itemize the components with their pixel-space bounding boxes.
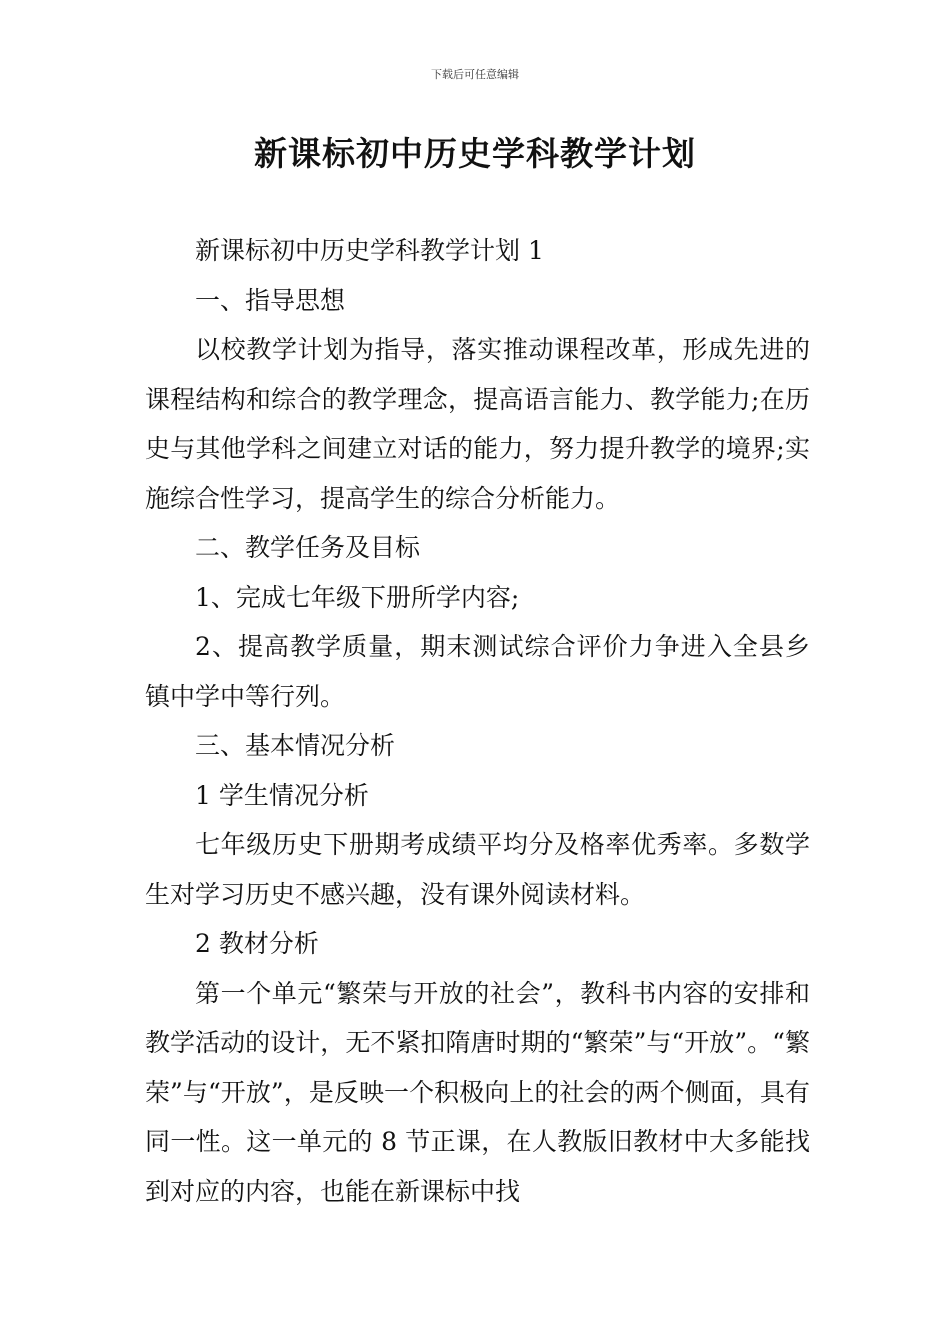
section-heading-tasks-goals: 二、教学任务及目标 (195, 533, 421, 562)
document-title: 新课标初中历史学科教学计划 (254, 134, 696, 173)
subheading-student-analysis: 1 学生情况分析 (195, 780, 369, 810)
document-body (145, 226, 810, 1216)
subheading-textbook-analysis: 2 教材分析 (195, 929, 319, 958)
header-note: 下载后可任意编辑 (431, 68, 519, 81)
paragraph-guiding-thought: 以校教学计划为指导，落实推动课程改革，形成先进的课程结构和综合的教学理念，提高语言能力、教学能力;在历史与其他学科之间建立对话的能力，努力提升教学的境界;实施综合性学习，提高学生的综合分析能力。 (145, 335, 810, 513)
paragraph-task-2: 2、提高教学质量，期末测试综合评价力争进入全县乡镇中学中等行列。 (145, 632, 810, 711)
paragraph-textbook-analysis: 第一个单元“繁荣与开放的社会”，教科书内容的安排和教学活动的设计，无不紧扣隋唐时期的“繁荣”与“开放”。“繁荣”与“开放”，是反映一个积极向上的社会的两个侧面，具有同一性。这一单元的 8 节正课，在人教版旧教材中大多能找到对应的内容，也能在新课标中找 (145, 978, 810, 1206)
section-heading-situation-analysis: 三、基本情况分析 (195, 731, 396, 760)
paragraph-subtitle: 新课标初中历史学科教学计划 1 (195, 236, 544, 265)
paragraph-student-analysis: 七年级历史下册期考成绩平均分及格率优秀率。多数学生对学习历史不感兴趣，没有课外阅读材料。 (145, 830, 810, 909)
paragraph-task-1: 1、完成七年级下册所学内容; (195, 582, 520, 612)
section-heading-guiding-thought: 一、指导思想 (195, 285, 346, 315)
